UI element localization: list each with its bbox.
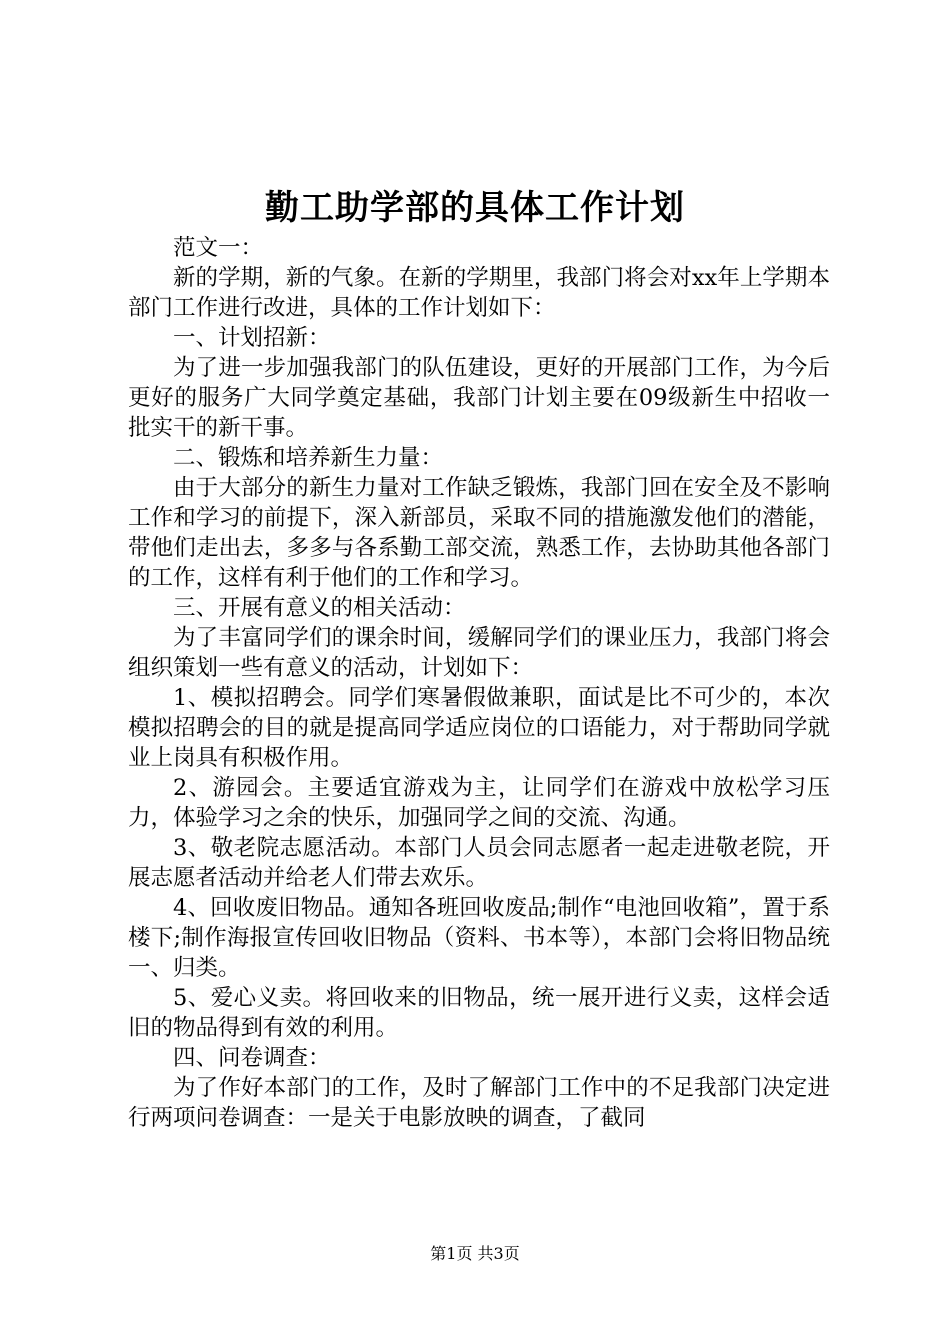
- paragraph-recruit: 为了进一步加强我部门的队伍建设，更好的开展部门工作，为今后更好的服务广大同学奠定基础，我部门计划主要在09级新生中招收一批实干的新干事。: [128, 355, 830, 441]
- paragraph-activities: 为了丰富同学们的课余时间，缓解同学们的课业压力，我部门将会组织策划一些有意义的活动，计划如下：: [128, 625, 830, 681]
- paragraph-heading-sample: 范文一：: [173, 235, 264, 261]
- page-number: 第1页 共3页: [430, 1244, 520, 1263]
- section-heading-training: 二、锻炼和培养新生力量：: [173, 445, 444, 471]
- section-heading-activities: 三、开展有意义的相关活动：: [173, 595, 466, 621]
- list-item-charity-sale: 5、爱心义卖。将回收来的旧物品，统一展开进行义卖，这样会适旧的物品得到有效的利用。: [128, 985, 830, 1041]
- list-item-garden-party: 2、游园会。主要适宜游戏为主，让同学们在游戏中放松学习压力，体验学习之余的快乐，加强同学之间的交流、沟通。: [128, 775, 830, 831]
- section-heading-recruit: 一、计划招新：: [173, 325, 331, 351]
- paragraph-intro: 新的学期，新的气象。在新的学期里，我部门将会对xx年上学期本部门工作进行改进，具体的工作计划如下：: [128, 265, 830, 321]
- list-item-recycling: 4、回收废旧物品。通知各班回收废品;制作“电池回收箱”，置于系楼下;制作海报宣传回收旧物品（资料、书本等），本部门会将旧物品统一、归类。: [128, 895, 830, 981]
- paragraph-training: 由于大部分的新生力量对工作缺乏锻炼，我部门回在安全及不影响工作和学习的前提下，深入新部员，采取不同的措施激发他们的潜能，带他们走出去，多多与各系勤工部交流，熟悉工作，去协助其他各部门的工作，这样有利于他们的工作和学习。: [128, 475, 830, 591]
- document-title: 勤工助学部的具体工作计划: [265, 188, 685, 228]
- section-heading-survey: 四、问卷调查：: [173, 1045, 331, 1071]
- list-item-volunteer: 3、敬老院志愿活动。本部门人员会同志愿者一起走进敬老院，开展志愿者活动并给老人们带去欢乐。: [128, 835, 830, 891]
- paragraph-survey: 为了作好本部门的工作，及时了解部门工作中的不足我部门决定进行两项问卷调查：一是关于电影放映的调查，了截同: [128, 1075, 830, 1131]
- list-item-job-fair: 1、模拟招聘会。同学们寒暑假做兼职，面试是比不可少的，本次模拟招聘会的目的就是提高同学适应岗位的口语能力，对于帮助同学就业上岗具有积极作用。: [128, 685, 830, 771]
- document-body: [128, 233, 830, 1133]
